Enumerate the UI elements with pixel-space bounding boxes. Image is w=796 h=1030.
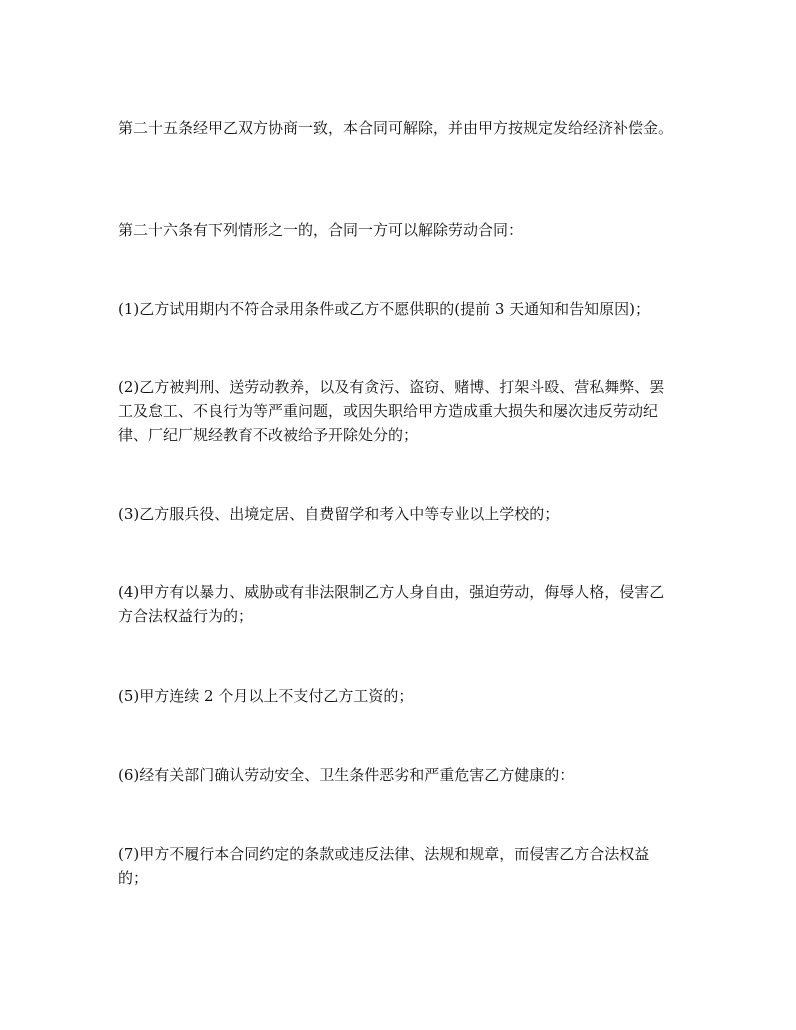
article-25: 第二十五条经甲乙双方协商一致，本合同可解除，并由甲方按规定发给经济补偿金。 [118,119,674,137]
clause-2: (2)乙方被判刑、送劳动教养，以及有贪污、盗窃、赌博、打架斗殴、营私舞弊、罢工及怠工、不良行为等严重问题，或因失职给甲方造成重大损失和屡次违反劳动纪律、厂纪厂规经教育不改被给予开除处分的； [118,378,665,444]
clause-6: (6)经有关部门确认劳动安全、卫生条件恶劣和严重危害乙方健康的： [118,766,575,784]
clause-4: (4)甲方有以暴力、威胁或有非法限制乙方人身自由，强迫劳动，侮辱人格，侵害乙方合法权益行为的； [118,583,665,625]
clause-3: (3)乙方服兵役、出境定居、自费留学和考入中等专业以上学校的； [118,505,560,523]
article-26: 第二十六条有下列情形之一的，合同一方可以解除劳动合同： [118,221,524,239]
clause-5: (5)甲方连续 2 个月以上不支付乙方工资的； [118,687,414,705]
clause-1: (1)乙方试用期内不符合录用条件或乙方不愿供职的(提前 3 天通知和告知原因)； [118,300,651,318]
clause-7: (7)甲方不履行本合同约定的条款或违反法律、法规和规章，而侵害乙方合法权益的； [118,845,650,887]
